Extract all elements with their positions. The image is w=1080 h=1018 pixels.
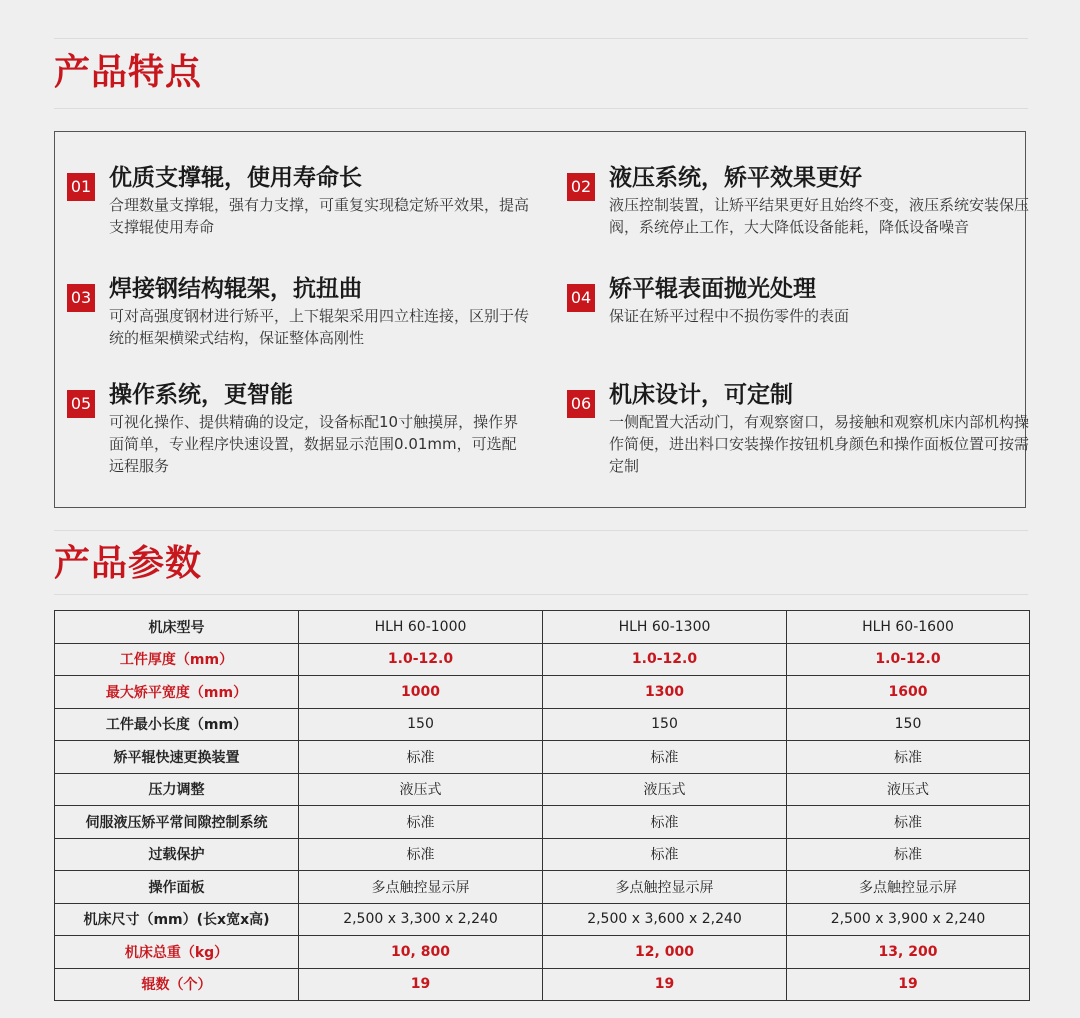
table-cell: 液压式 xyxy=(787,773,1030,806)
table-cell: 1.0-12.0 xyxy=(543,643,787,676)
feature-description: 液压控制装置，让矫平结果更好且始终不变，液压系统安装保压阀，系统停止工作，大大降低设备能耗，降低设备噪音 xyxy=(609,196,1030,236)
table-cell: 1600 xyxy=(787,676,1030,709)
table-cell: HLH 60-1600 xyxy=(787,611,1030,644)
feature-description: 可视化操作、提供精确的设定，设备标配10寸触摸屏，操作界面简单，专业程序快速设置，数据显示范围0.01mm，可选配远程服务 xyxy=(109,413,519,475)
table-cell: 19 xyxy=(787,968,1030,1001)
table-row xyxy=(55,773,1030,806)
table-cell: 150 xyxy=(543,708,787,741)
table-cell: 标准 xyxy=(543,838,787,871)
table-row xyxy=(55,806,1030,839)
table-cell: 标准 xyxy=(299,838,543,871)
table-cell: 150 xyxy=(299,708,543,741)
row-label: 工件厚度（mm） xyxy=(55,643,299,676)
table-cell: 标准 xyxy=(787,741,1030,774)
table-cell: 1.0-12.0 xyxy=(299,643,543,676)
table-cell: 液压式 xyxy=(299,773,543,806)
divider xyxy=(54,38,1028,39)
table-row xyxy=(55,903,1030,936)
table-row xyxy=(55,643,1030,676)
feature-title: 矫平辊表面抛光处理 xyxy=(609,276,816,302)
table-cell: 标准 xyxy=(543,741,787,774)
divider xyxy=(54,108,1028,109)
table-cell: 标准 xyxy=(299,741,543,774)
table-cell: 10, 800 xyxy=(299,936,543,969)
row-label: 压力调整 xyxy=(55,773,299,806)
feature-title: 液压系统，矫平效果更好 xyxy=(609,165,862,191)
table-cell: 2,500 x 3,300 x 2,240 xyxy=(299,903,543,936)
feature-title: 机床设计，可定制 xyxy=(609,382,793,408)
table-cell: HLH 60-1000 xyxy=(299,611,543,644)
feature-description: 可对高强度钢材进行矫平，上下辊架采用四立柱连接，区别于传统的框架横梁式结构，保证整体高刚性 xyxy=(109,307,530,347)
table-cell: 1300 xyxy=(543,676,787,709)
row-label: 机床型号 xyxy=(55,611,299,644)
table-row xyxy=(55,871,1030,904)
table-cell: HLH 60-1300 xyxy=(543,611,787,644)
table-cell: 1000 xyxy=(299,676,543,709)
table-cell: 标准 xyxy=(787,838,1030,871)
table-row xyxy=(55,741,1030,774)
feature-number-badge: 02 xyxy=(567,173,595,201)
table-cell: 多点触控显示屏 xyxy=(543,871,787,904)
parameters-table xyxy=(54,610,1030,1001)
feature-title: 焊接钢结构辊架，抗扭曲 xyxy=(109,276,362,302)
feature-description: 一侧配置大活动门，有观察窗口，易接触和观察机床内部机构操作简便，进出料口安装操作按钮机身颜色和操作面板位置可按需定制 xyxy=(609,413,1030,475)
feature-number-badge: 04 xyxy=(567,284,595,312)
table-cell: 150 xyxy=(787,708,1030,741)
feature-title: 优质支撑辊，使用寿命长 xyxy=(109,165,362,191)
row-label: 机床总重（kg） xyxy=(55,936,299,969)
feature-description: 保证在矫平过程中不损伤零件的表面 xyxy=(609,307,850,325)
table-cell: 19 xyxy=(543,968,787,1001)
feature-description: 合理数量支撑辊，强有力支撑，可重复实现稳定矫平效果，提高支撑辊使用寿命 xyxy=(109,196,530,236)
feature-number-badge: 06 xyxy=(567,390,595,418)
table-cell: 2,500 x 3,600 x 2,240 xyxy=(543,903,787,936)
table-cell: 多点触控显示屏 xyxy=(787,871,1030,904)
row-label: 工件最小长度（mm） xyxy=(55,708,299,741)
feature-title: 操作系统，更智能 xyxy=(109,382,293,408)
feature-number-badge: 05 xyxy=(67,390,95,418)
row-label: 操作面板 xyxy=(55,871,299,904)
divider xyxy=(54,594,1028,595)
table-cell: 12, 000 xyxy=(543,936,787,969)
table-row xyxy=(55,838,1030,871)
table-row xyxy=(55,708,1030,741)
params-section-title: 产品参数 xyxy=(54,543,203,584)
table-row xyxy=(55,611,1030,644)
features-panel xyxy=(54,131,1030,508)
row-label: 伺服液压矫平常间隙控制系统 xyxy=(55,806,299,839)
table-cell: 液压式 xyxy=(543,773,787,806)
table-row xyxy=(55,676,1030,709)
table-cell: 2,500 x 3,900 x 2,240 xyxy=(787,903,1030,936)
table-cell: 标准 xyxy=(299,806,543,839)
row-label: 最大矫平宽度（mm） xyxy=(55,676,299,709)
features-section-title: 产品特点 xyxy=(54,52,203,93)
table-cell: 13, 200 xyxy=(787,936,1030,969)
table-cell: 标准 xyxy=(787,806,1030,839)
divider xyxy=(54,530,1028,531)
row-label: 过载保护 xyxy=(55,838,299,871)
table-cell: 标准 xyxy=(543,806,787,839)
row-label: 机床尺寸（mm）(长x宽x高) xyxy=(55,903,299,936)
feature-number-badge: 01 xyxy=(67,173,95,201)
row-label: 辊数（个） xyxy=(55,968,299,1001)
table-row xyxy=(55,936,1030,969)
row-label: 矫平辊快速更换装置 xyxy=(55,741,299,774)
feature-number-badge: 03 xyxy=(67,284,95,312)
table-cell: 1.0-12.0 xyxy=(787,643,1030,676)
table-cell: 多点触控显示屏 xyxy=(299,871,543,904)
table-cell: 19 xyxy=(299,968,543,1001)
table-row xyxy=(55,968,1030,1001)
